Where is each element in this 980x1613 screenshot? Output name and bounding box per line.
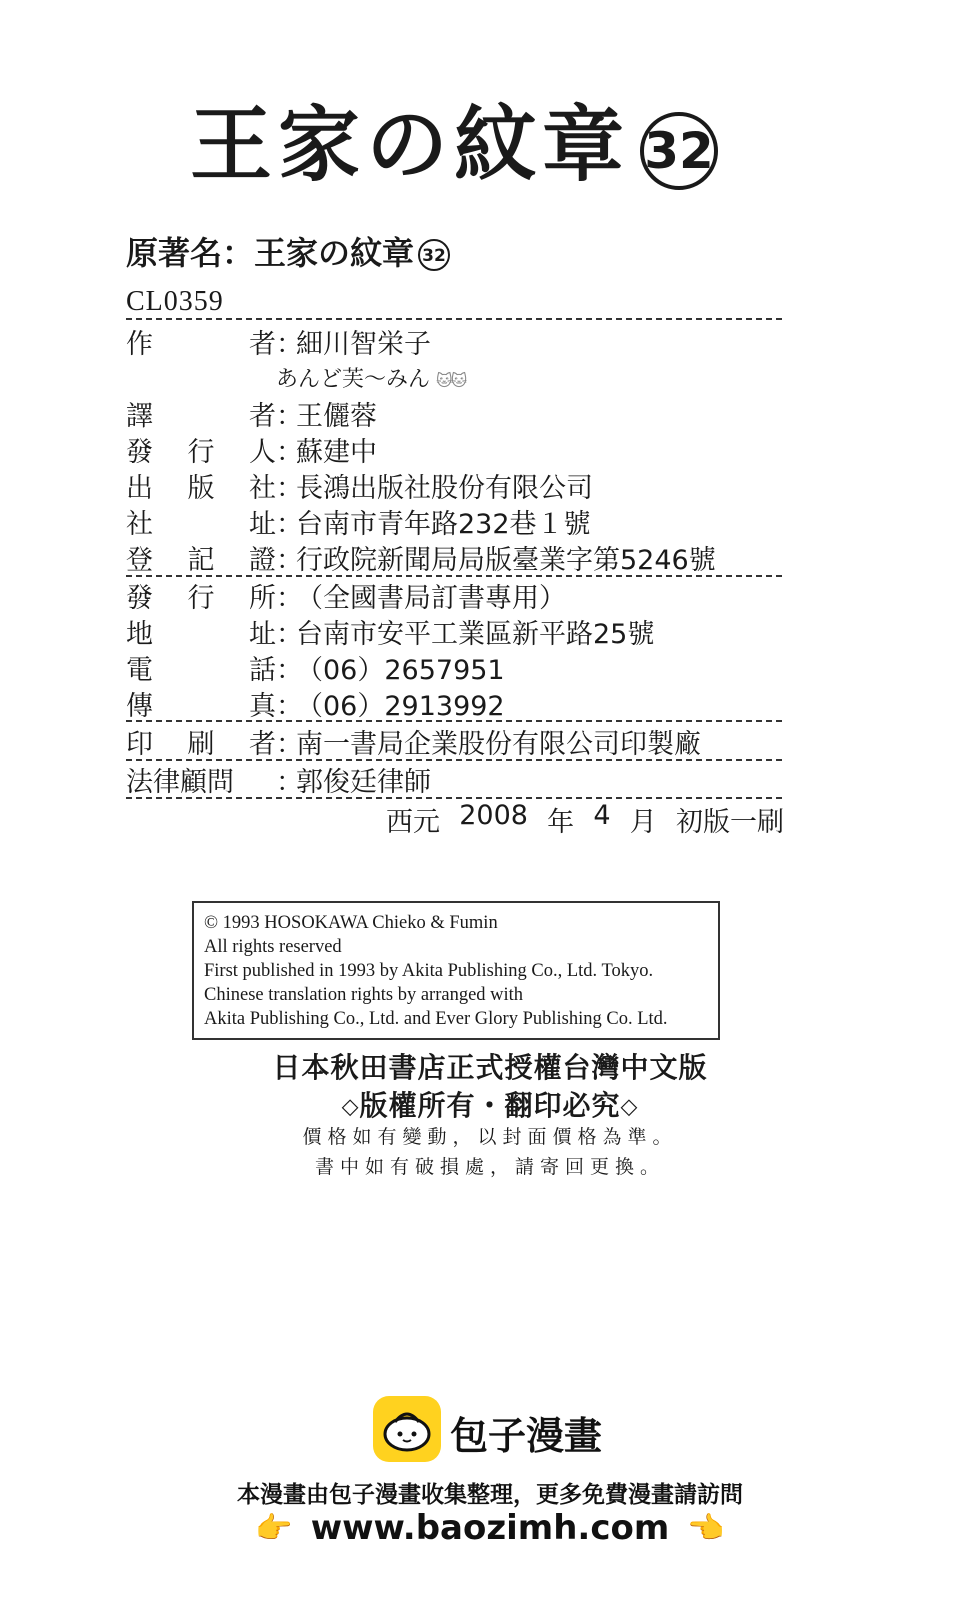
info-row-translator: 譯 者 ： 王儷蓉 [126,400,377,432]
info-row-publisher-address: 社 址 ： 台南市青年路232巷１號 [126,508,591,540]
info-row-distributor-address: 地 址 ： 台南市安平工業區新平路25號 [126,618,655,650]
info-row-printer: 印 刷 者 ： 南一書局企業股份有限公司印製廠 [126,728,701,760]
info-row-phone: 電 話 ： （06）2657951 [126,654,505,686]
info-row-publisher: 出 版 社 ： 長鴻出版社股份有限公司 [126,472,593,504]
cat-doodle-icon: 🐱🐱 [436,371,466,390]
copyright-line: © 1993 HOSOKAWA Chieko & Fumin [204,913,498,933]
authorization-notice: 日本秋田書店正式授權台灣中文版 [272,1051,708,1084]
co-author: あんど芙〜みん 🐱🐱 [276,367,466,392]
info-row-registration: 登 記 證 ： 行政院新聞局局版臺業字第5246號 [126,544,716,576]
copyright-box [192,901,720,1040]
diamond-icon: ◇ [341,1094,360,1120]
divider [126,797,782,799]
copyright-line: Chinese translation rights by arranged with [204,985,524,1005]
diamond-icon: ◇ [620,1094,639,1120]
damage-note: 書中如有破損處，請寄回更換。 [314,1156,665,1178]
copyright-line: First published in 1993 by Akita Publishing Co., Ltd. Tokyo. [204,961,654,981]
original-title-label: 原著名：王家の紋章 [126,234,415,272]
book-title: 王家の紋章 [190,98,631,193]
pointing-hand-icon: 👈 [687,1510,725,1546]
info-row-legal: 法律顧問 ： 郭俊廷律師 [126,766,431,798]
copyright-line: All rights reserved [204,937,342,957]
edition-line: 西元 2008 年 4 月 初版一刷 [386,800,784,838]
rights-notice: ◇版權所有・翻印必究◇ [341,1089,639,1122]
catalog-code: CL0359 [126,286,224,317]
divider [126,318,782,320]
info-row-author: 作 者 ： 細川智栄子 [126,323,431,359]
baozi-logo-icon [373,1396,441,1462]
url-text[interactable]: www.baozimh.com [310,1508,670,1548]
info-row-publisher-person: 發 行 人 ： 蘇建中 [126,436,377,468]
brand-name: 包子漫畫 [450,1414,603,1458]
price-note: 價格如有變動，以封面價格為準。 [302,1126,678,1148]
info-row-fax: 傳 真 ： （06）2913992 [126,690,505,722]
info-row-distributor: 發 行 所 ： （全國書局訂書專用） [126,582,566,614]
original-title [126,234,450,272]
original-volume-badge: 32 [418,239,450,271]
site-url[interactable] [0,1508,980,1548]
pointing-hand-icon: 👉 [255,1510,293,1546]
row-label: 作 者 [126,328,276,360]
row-value: 細川智栄子 [296,328,431,360]
promo-text: 本漫畫由包子漫畫收集整理，更多免費漫畫請訪問 [237,1482,743,1508]
copyright-line: Akita Publishing Co., Ltd. and Ever Glory Publishing Co. Ltd. [204,1009,668,1029]
volume-badge: 32 [640,112,718,190]
